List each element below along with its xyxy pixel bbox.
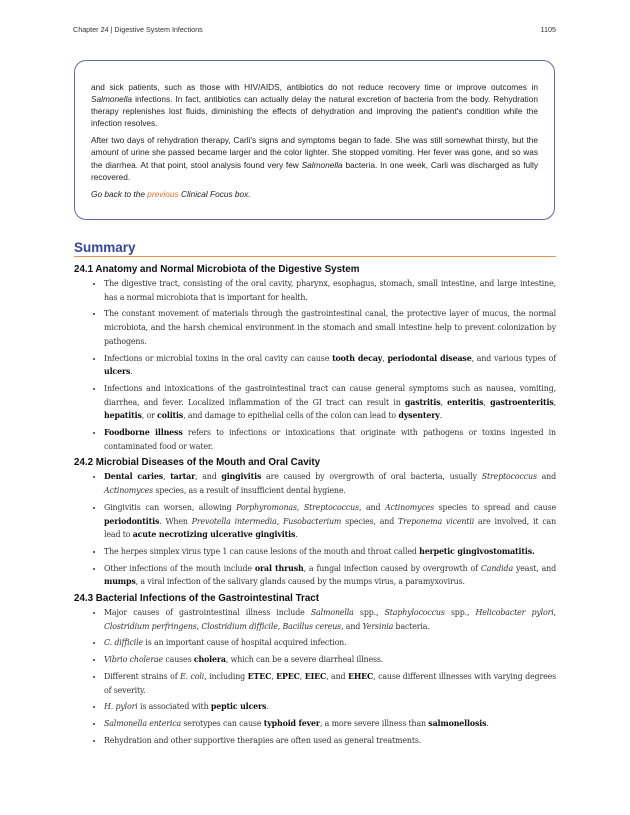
bullet-item: • The herpes simplex virus type 1 can cause lesions of the mouth and throat called herpetic gingivostomatitis. <box>104 545 556 559</box>
previous-link[interactable]: previous <box>147 188 179 199</box>
summary-section <box>74 263 556 453</box>
clinical-focus-box <box>74 60 555 220</box>
bullet-item: • Salmonella enterica serotypes can cause typhoid fever, a more severe illness than salmonellosis. <box>104 717 556 731</box>
bullet-item: • Infections or microbial toxins in the oral cavity can cause tooth decay, periodontal disease, and various types of ulcers. <box>104 352 556 379</box>
summary-content <box>74 263 556 750</box>
bullet-item: • The constant movement of materials through the gastrointestinal canal, the protective layer of mucus, the normal microbiota, and the harsh chemical environment in the stomach and small intestine help to prevent colonization by pathogens. <box>104 307 556 348</box>
bullet-item: • Different strains of E. coli, including ETEC, EPEC, EIEC, and EHEC, cause different illnesses with varying degrees of severity. <box>104 670 556 697</box>
page-header <box>73 25 556 34</box>
chapter-title: Chapter 24 | Digestive System Infections <box>73 25 203 34</box>
go-back-suffix: Clinical Focus box. <box>178 188 251 199</box>
bullet-item: • Rehydration and other supportive therapies are often used as general treatments. <box>104 734 556 748</box>
go-back-line <box>91 188 538 200</box>
page-number: 1105 <box>540 25 556 34</box>
bullet-item: • Vibrio cholerae causes cholera, which can be a severe diarrheal illness. <box>104 653 556 667</box>
bullet-item: • H. pylori is associated with peptic ulcers. <box>104 700 556 714</box>
bullet-item: • Dental caries, tartar, and gingivitis are caused by overgrowth of oral bacteria, usually Streptococcus and Actinomyces species, as a result of insufficient dental hygiene. <box>104 470 556 497</box>
bullet-list <box>74 277 556 453</box>
bullet-list <box>74 606 556 747</box>
bullet-item: • Gingivitis can worsen, allowing Porphyromonas, Streptococcus, and Actinomyces species to spread and cause periodontitis. When Prevotella intermedia, Fusobacterium species, and Treponema vicentii are involved, it can lead to acute necrotizing ulcerative gingivitis. <box>104 501 556 542</box>
bullet-item: • Major causes of gastrointestinal illness include Salmonella spp., Staphylococcus spp., Helicobacter pylori, Clostridium perfringens, Clostridium difficile, Bacillus cereus, and Yersinia bacteria. <box>104 606 556 633</box>
section-title: 24.1 Anatomy and Normal Microbiota of the Digestive System <box>74 264 360 275</box>
summary-heading: Summary <box>74 240 556 257</box>
bullet-list <box>74 470 556 589</box>
bullet-item: • Other infections of the mouth include oral thrush, a fungal infection caused by overgrowth of Candida yeast, and mumps, a viral infection of the salivary glands caused by the mumps virus, a paramyxovirus. <box>104 562 556 589</box>
focus-paragraph: After two days of rehydration therapy, Carli's signs and symptoms began to fade. She was still somewhat thirsty, but the amount of urine she passed became larger and the color lighter. She stopped vomiting. Her fever was gone, and so was the diarrhea. At that point, stool analysis found very few Salmonella bacteria. In one week, Carli was discharged as fully recovered. <box>91 135 539 182</box>
summary-section <box>74 456 556 589</box>
bullet-item: • Foodborne illness refers to infections or intoxications that originate with pathogens or toxins ingested in contaminated food or water. <box>104 426 556 453</box>
bullet-item: • The digestive tract, consisting of the oral cavity, pharynx, esophagus, stomach, small intestine, and large intestine, has a normal microbiota that is important for health. <box>104 277 556 304</box>
bullet-item: • Infections and intoxications of the gastrointestinal tract can cause general symptoms such as nausea, vomiting, diarrhea, and fever. Localized inflammation of the GI tract can result in gastritis, enteritis, gastroenteritis, hepatitis, or colitis, and damage to epithelial cells of the colon can lead to dysentery. <box>104 382 556 423</box>
section-title: 24.3 Bacterial Infections of the Gastrointestinal Tract <box>74 593 319 605</box>
bullet-item: • C. difficile is an important cause of hospital acquired infection. <box>104 636 556 650</box>
section-title: 24.2 Microbial Diseases of the Mouth and Oral Cavity <box>74 457 321 469</box>
focus-paragraph: and sick patients, such as those with HIV/AIDS, antibiotics do not reduce recovery time or improve outcomes in Salmonella infections. In fact, antibiotics can actually delay the natural excretion of bacteria from the body. Rehydration therapy replenishes lost fluids, diminishing the effects of dehydration and improving the patient's condition while the infection resolves. <box>91 82 538 129</box>
summary-section <box>74 592 556 747</box>
go-back-prefix: Go back to the <box>91 188 148 199</box>
